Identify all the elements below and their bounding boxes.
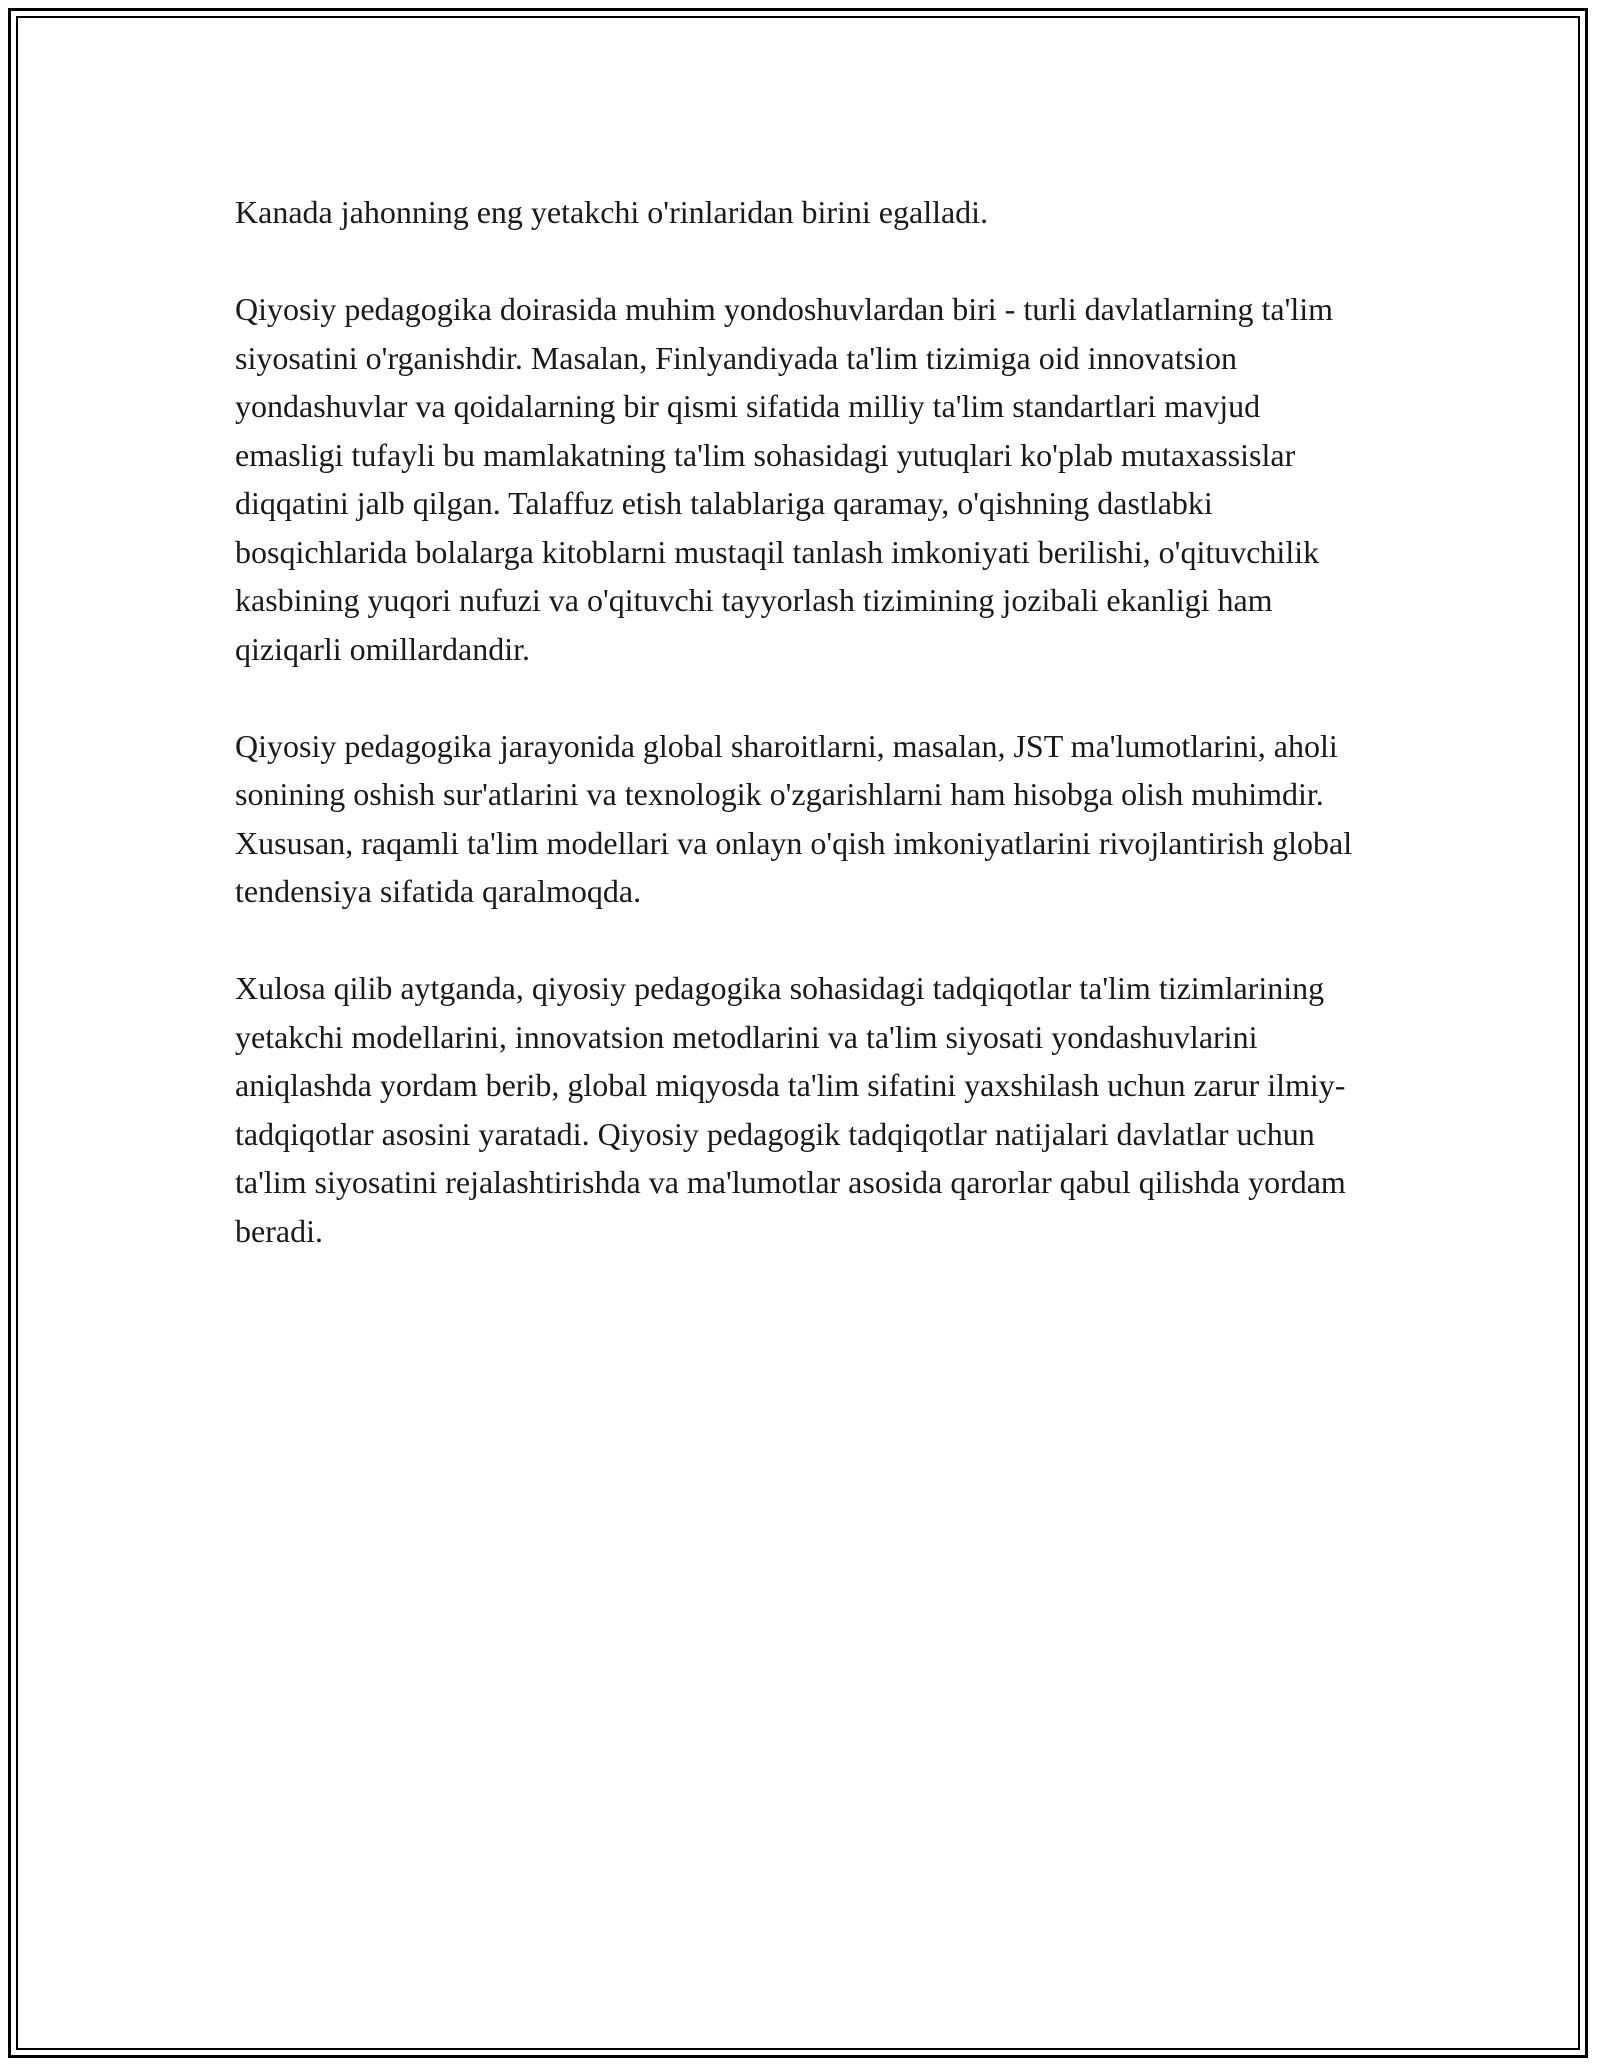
paragraph-4: Xulosa qilib aytganda, qiyosiy pedagogika sohasidagi tadqiqotlar ta'lim tizimlarining yetakchi modellarini, innovatsion metodlarini va ta'lim siyosati yondashuvlarini aniqlashda yordam berib, global miqyosda ta'lim sifatini yaxshilash uchun zarur ilmiy-tadqiqotlar asosini yaratadi. Qiyosiy pedagogik tadqiqotlar natijalari davlatlar uchun ta'lim siyosatini rejalashtirishda va ma'lumotlar asosida qarorlar qabul qilishda yordam beradi. <box>235 970 1346 1249</box>
paragraph-2: Qiyosiy pedagogika doirasida muhim yondoshuvlardan biri - turli davlatlarning ta'lim siyosatini o'rganishdir. Masalan, Finlyandiyada ta'lim tizimiga oid innovatsion yondashuvlar va qoidalarning bir qismi sifatida milliy ta'lim standartlari mavjud emasligi tufayli bu mamlakatning ta'lim sohasidagi yutuqlari ko'plab mutaxassislar diqqatini jalb qilgan. Talaffuz etish talablariga qaramay, o'qishning dastlabki bosqichlarida bolalarga kitoblarni mustaqil tanlash imkoniyati berilishi, o'qituvchilik kasbining yuqori nufuzi va o'qituvchi tayyorlash tizimining jozibali ekanligi ham qiziqarli omillardandir. <box>235 291 1333 667</box>
paragraph-1: Kanada jahonning eng yetakchi o'rinlaridan birini egalladi. <box>235 194 989 230</box>
paragraph-3: Qiyosiy pedagogika jarayonida global sharoitlarni, masalan, JST ma'lumotlarini, aholi sonining oshish sur'atlarini va texnologik o'zgarishlarni ham hisobga olish muhimdir. Xususan, raqamli ta'lim modellari va onlayn o'qish imkoniyatlarini rivojlantirish global tendensiya sifatida qaralmoqda. <box>235 727 1353 909</box>
document-body <box>235 188 1375 1304</box>
